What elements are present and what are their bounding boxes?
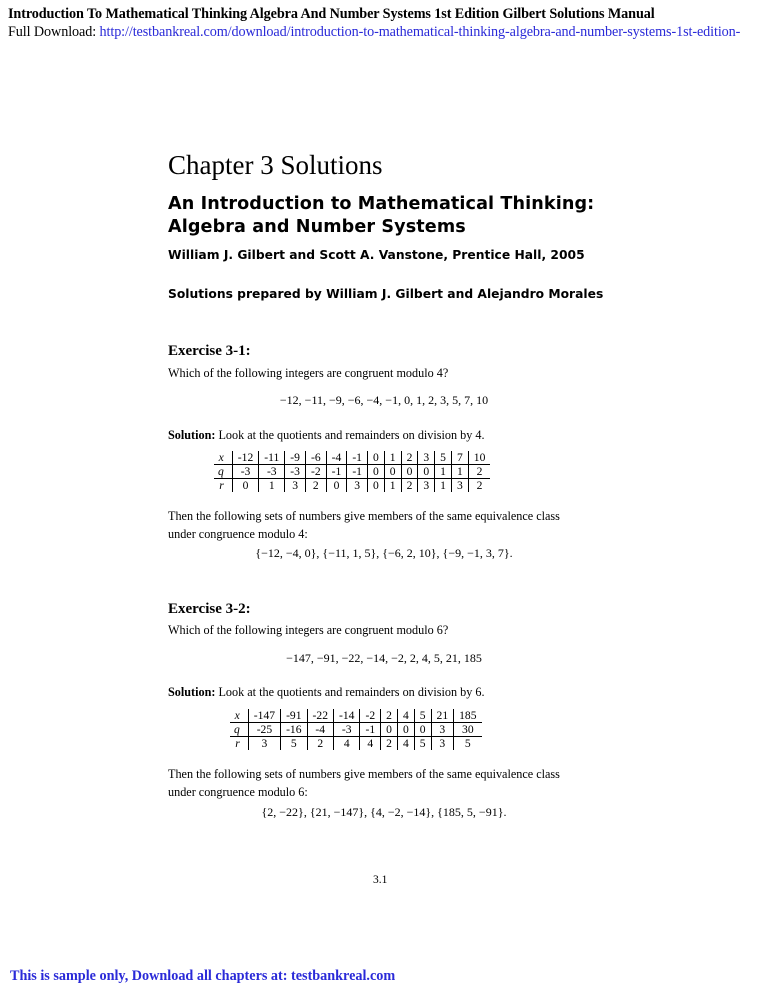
table-cell: 5	[435, 451, 452, 465]
table-cell: -6	[305, 451, 326, 465]
table-cell: 1	[435, 479, 452, 493]
table-cell: -22	[307, 709, 333, 723]
table-cell: 1	[451, 465, 468, 479]
table-cell: 5	[281, 737, 307, 751]
table-row-r	[230, 737, 482, 751]
book-title	[168, 193, 594, 239]
table-cell: -147	[248, 709, 280, 723]
exercise-3-1-question: Which of the following integers are congruent modulo 4?	[168, 366, 449, 380]
exercise-3-2-integers: −147, −91, −22, −14, −2, 2, 4, 5, 21, 185	[286, 651, 482, 665]
table-cell: 3	[431, 737, 454, 751]
exercise-3-2-solution	[168, 685, 485, 700]
document-header-title: Introduction To Mathematical Thinking Algebra And Number Systems 1st Edition Gilbert Solutions Manual	[8, 6, 655, 22]
row-label: q	[214, 465, 232, 479]
table-cell: 1	[384, 451, 401, 465]
download-label: Full Download:	[8, 24, 97, 40]
table-cell: 3	[248, 737, 280, 751]
table-cell: 0	[414, 723, 431, 737]
table-cell: -16	[281, 723, 307, 737]
table-cell: -11	[259, 451, 285, 465]
book-title-line-2: Algebra and Number Systems	[168, 217, 466, 237]
exercise-3-1-table	[214, 451, 490, 492]
table-cell: -1	[347, 465, 368, 479]
table-cell: 3	[285, 479, 306, 493]
table-cell: 21	[431, 709, 454, 723]
table-cell: 1	[259, 479, 285, 493]
solution-text: Look at the quotients and remainders on division by 6.	[215, 685, 485, 699]
table-cell: -9	[285, 451, 306, 465]
table-cell: 3	[347, 479, 368, 493]
exercise-3-2-table	[230, 709, 482, 750]
table-cell: -91	[281, 709, 307, 723]
conclusion-line-2: under congruence modulo 4:	[168, 527, 308, 541]
table-cell: -1	[360, 723, 381, 737]
table-cell: -12	[232, 451, 258, 465]
table-cell: 4	[334, 737, 360, 751]
book-title-line-1: An Introduction to Mathematical Thinking:	[168, 194, 595, 214]
conclusion-line-2: under congruence modulo 6:	[168, 785, 308, 799]
table-cell: -2	[305, 465, 326, 479]
table-cell: 4	[360, 737, 381, 751]
table-row-q	[214, 465, 490, 479]
table-cell: 7	[451, 451, 468, 465]
solutions-prepared-by: Solutions prepared by William J. Gilbert and Alejandro Morales	[168, 287, 604, 301]
table-cell: -25	[248, 723, 280, 737]
exercise-3-1-sets: {−12, −4, 0}, {−11, 1, 5}, {−6, 2, 10}, {−9, −1, 3, 7}.	[255, 546, 513, 560]
exercise-3-2-conclusion	[168, 765, 648, 801]
table-cell: -14	[334, 709, 360, 723]
table-cell: 185	[454, 709, 482, 723]
conclusion-line-1: Then the following sets of numbers give members of the same equivalence class	[168, 509, 560, 523]
table-cell: 3	[418, 451, 435, 465]
table-cell: -2	[360, 709, 381, 723]
table-cell: 3	[431, 723, 454, 737]
page-number: 3.1	[373, 874, 388, 886]
table-cell: 2	[401, 479, 418, 493]
row-label: r	[230, 737, 248, 751]
table-cell: -3	[232, 465, 258, 479]
table-cell: 2	[381, 709, 398, 723]
table-cell: 0	[418, 465, 435, 479]
exercise-3-1-conclusion	[168, 507, 648, 543]
solution-text: Look at the quotients and remainders on division by 4.	[215, 428, 485, 442]
conclusion-line-1: Then the following sets of numbers give members of the same equivalence class	[168, 767, 560, 781]
table-cell: 5	[454, 737, 482, 751]
table-cell: 3	[451, 479, 468, 493]
table-cell: -4	[307, 723, 333, 737]
table-cell: 0	[367, 465, 384, 479]
table-cell: -1	[326, 465, 347, 479]
table-cell: 0	[367, 451, 384, 465]
table-cell: 3	[418, 479, 435, 493]
table-row-q	[230, 723, 482, 737]
table-cell: 2	[307, 737, 333, 751]
table-cell: 2	[401, 451, 418, 465]
table-cell: -3	[334, 723, 360, 737]
table-cell: 5	[414, 709, 431, 723]
row-label: q	[230, 723, 248, 737]
exercise-3-2-heading: Exercise 3-2:	[168, 601, 251, 617]
table-cell: -3	[285, 465, 306, 479]
table-cell: 4	[397, 737, 414, 751]
table-cell: 0	[232, 479, 258, 493]
table-cell: 5	[414, 737, 431, 751]
table-cell: 0	[384, 465, 401, 479]
table-cell: -1	[347, 451, 368, 465]
table-cell: 1	[435, 465, 452, 479]
table-cell: -4	[326, 451, 347, 465]
full-download-line	[8, 24, 740, 41]
table-cell: 2	[305, 479, 326, 493]
table-cell: 10	[468, 451, 490, 465]
table-cell: 2	[381, 737, 398, 751]
exercise-3-1-solution	[168, 428, 485, 443]
table-row-x	[230, 709, 482, 723]
download-link[interactable]: http://testbankreal.com/download/introduction-to-mathematical-thinking-algebra-and-number-systems-1st-edition-	[99, 24, 741, 40]
table-cell: 0	[367, 479, 384, 493]
table-cell: 30	[454, 723, 482, 737]
book-authors: William J. Gilbert and Scott A. Vanstone, Prentice Hall, 2005	[168, 248, 585, 262]
table-cell: 2	[468, 479, 490, 493]
table-row-r	[214, 479, 490, 493]
row-label: x	[218, 451, 224, 464]
table-cell: 1	[384, 479, 401, 493]
table-cell: -3	[259, 465, 285, 479]
chapter-title: Chapter 3 Solutions	[168, 150, 383, 180]
exercise-3-2-sets: {2, −22}, {21, −147}, {4, −2, −14}, {185, 5, −91}.	[261, 805, 507, 819]
exercise-3-2-question: Which of the following integers are congruent modulo 6?	[168, 623, 449, 637]
table-cell: 0	[381, 723, 398, 737]
exercise-3-1-integers: −12, −11, −9, −6, −4, −1, 0, 1, 2, 3, 5, 7, 10	[279, 393, 489, 407]
row-label: r	[214, 479, 232, 493]
exercise-3-1-heading: Exercise 3-1:	[168, 343, 251, 359]
solution-label: Solution:	[168, 685, 216, 699]
row-label: x	[234, 709, 240, 722]
table-cell: 4	[397, 709, 414, 723]
table-row-x	[214, 451, 490, 465]
table-cell: 0	[401, 465, 418, 479]
solution-label: Solution:	[168, 428, 216, 442]
footer-download-notice[interactable]: This is sample only, Download all chapters at: testbankreal.com	[10, 968, 396, 984]
table-cell: 0	[397, 723, 414, 737]
table-cell: 0	[326, 479, 347, 493]
table-cell: 2	[468, 465, 490, 479]
